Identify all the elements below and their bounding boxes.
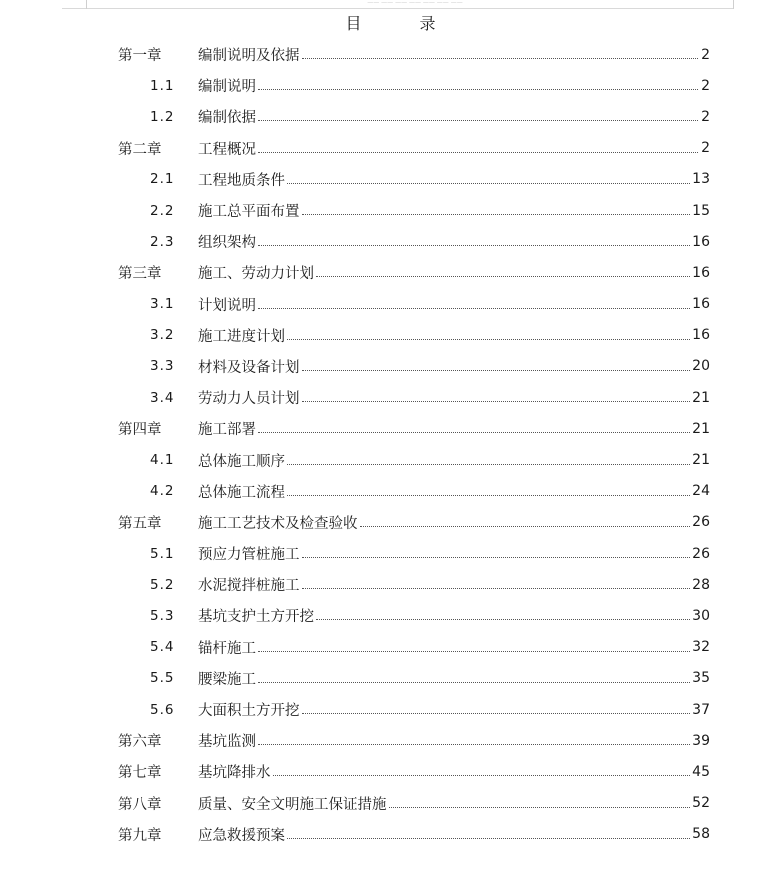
toc-section-entry[interactable] [118, 694, 710, 725]
toc-entry-title: 大面积土方开挖 [198, 703, 300, 720]
toc-entry-title: 施工部署 [198, 422, 256, 439]
toc-dot-leader [258, 682, 690, 683]
toc-section-entry[interactable] [118, 382, 710, 413]
toc-chapter-entry[interactable] [118, 819, 710, 850]
toc-title-part1: 目 [345, 14, 362, 33]
toc-dot-leader [258, 89, 698, 90]
toc-entry-title: 计划说明 [198, 297, 256, 314]
toc-section-entry[interactable] [118, 444, 710, 475]
toc-page-number: 21 [692, 420, 710, 437]
toc-dot-leader [316, 619, 690, 620]
toc-dot-leader [302, 557, 691, 558]
toc-chapter-entry[interactable] [118, 725, 710, 756]
toc-entry-title: 劳动力人员计划 [198, 391, 300, 408]
toc-page-number: 16 [692, 233, 710, 250]
toc-entry-title: 施工工艺技术及检查验收 [198, 515, 358, 532]
toc-page-number: 16 [692, 264, 710, 281]
toc-entry-title: 预应力管桩施工 [198, 547, 300, 564]
toc-entry-title: 总体施工流程 [198, 484, 285, 501]
toc-section-entry[interactable] [118, 600, 710, 631]
toc-dot-leader [302, 401, 691, 402]
toc-section-entry[interactable] [118, 476, 710, 507]
toc-dot-leader [389, 807, 691, 808]
toc-dot-leader [258, 308, 690, 309]
toc-entry-title: 编制依据 [198, 110, 256, 127]
toc-entry-number: 2.1 [150, 171, 175, 188]
page-corner-mark-right [733, 0, 734, 9]
toc-entry-number: 1.1 [150, 77, 175, 94]
toc-entry-title: 工程地质条件 [198, 172, 285, 189]
toc-page-number: 2 [701, 77, 710, 94]
toc-page-number: 15 [692, 202, 710, 219]
toc-entry-number: 3.4 [150, 389, 175, 406]
toc-dot-leader [258, 120, 698, 121]
toc-dot-leader [360, 526, 691, 527]
toc-page-number: 13 [692, 171, 710, 188]
toc-dot-leader [287, 495, 690, 496]
toc-chapter-entry[interactable] [118, 39, 710, 70]
toc-title [0, 13, 781, 35]
toc-section-entry[interactable] [118, 632, 710, 663]
toc-entry-number: 5.6 [150, 701, 175, 718]
toc-dot-leader [287, 339, 690, 340]
toc-section-entry[interactable] [118, 226, 710, 257]
toc-dot-leader [302, 713, 691, 714]
toc-page-number: 35 [692, 670, 710, 687]
toc-entry-title: 组织架构 [198, 235, 256, 252]
toc-entry-title: 编制说明 [198, 79, 256, 96]
toc-entry-number: 第一章 [118, 48, 162, 65]
toc-dot-leader [258, 245, 690, 246]
toc-chapter-entry[interactable] [118, 788, 710, 819]
toc-entry-title: 基坑降排水 [198, 765, 271, 782]
toc-entry-title: 腰梁施工 [198, 671, 256, 688]
toc-page-number: 32 [692, 639, 710, 656]
toc-page-number: 58 [692, 826, 710, 843]
toc-page-number: 24 [692, 483, 710, 500]
toc-dot-leader [287, 464, 690, 465]
toc-chapter-entry[interactable] [118, 133, 710, 164]
toc-section-entry[interactable] [118, 569, 710, 600]
toc-entry-number: 第八章 [118, 796, 162, 813]
toc-page-number: 39 [692, 732, 710, 749]
toc-entry-title: 总体施工顺序 [198, 453, 285, 470]
toc-entry-title: 基坑支护土方开挖 [198, 609, 314, 626]
toc-entry-title: 施工、劳动力计划 [198, 266, 314, 283]
toc-entry-number: 第二章 [118, 141, 162, 158]
toc-entry-number: 2.2 [150, 202, 175, 219]
toc-entry-number: 5.1 [150, 545, 175, 562]
toc-dot-leader [302, 214, 691, 215]
toc-page-number: 45 [692, 763, 710, 780]
toc-entry-number: 3.3 [150, 358, 175, 375]
toc-chapter-entry[interactable] [118, 507, 710, 538]
toc-title-part2: 录 [419, 14, 436, 33]
toc-entry-title: 水泥搅拌桩施工 [198, 578, 300, 595]
toc-page-number: 26 [692, 545, 710, 562]
toc-entry-number: 第七章 [118, 765, 162, 782]
toc-entry-number: 第九章 [118, 827, 162, 844]
toc-section-entry[interactable] [118, 351, 710, 382]
toc-entry-number: 第五章 [118, 515, 162, 532]
toc-dot-leader [258, 651, 690, 652]
toc-page-number: 2 [701, 108, 710, 125]
toc-entry-number: 5.3 [150, 607, 175, 624]
toc-entry-number: 2.3 [150, 233, 175, 250]
toc-entry-number: 第四章 [118, 422, 162, 439]
toc-entry-title: 工程概况 [198, 141, 256, 158]
toc-dot-leader [258, 744, 690, 745]
toc-entry-number: 5.2 [150, 576, 175, 593]
page-header-cropped: —— —— —— —— —— —— —— [367, 0, 463, 5]
toc-dot-leader [258, 152, 698, 153]
toc-entry-number: 第六章 [118, 734, 162, 751]
toc-section-entry[interactable] [118, 70, 710, 101]
toc-page-number: 26 [692, 514, 710, 531]
toc-dot-leader [287, 183, 690, 184]
toc-page-number: 21 [692, 452, 710, 469]
page-top-border [62, 8, 733, 9]
toc-entry-title: 质量、安全文明施工保证措施 [198, 796, 387, 813]
toc-entry-number: 3.2 [150, 327, 175, 344]
toc-entry-number: 4.1 [150, 452, 175, 469]
toc-section-entry[interactable] [118, 195, 710, 226]
toc-entry-title: 施工进度计划 [198, 328, 285, 345]
toc-chapter-entry[interactable] [118, 413, 710, 444]
toc-entry-number: 3.1 [150, 296, 175, 313]
toc-page-number: 30 [692, 607, 710, 624]
toc-entry-title: 锚杆施工 [198, 640, 256, 657]
toc-page-number: 52 [692, 795, 710, 812]
toc-section-entry[interactable] [118, 164, 710, 195]
toc-entry-number: 5.4 [150, 639, 175, 656]
toc-dot-leader [258, 432, 690, 433]
toc-dot-leader [302, 58, 699, 59]
toc-section-entry[interactable] [118, 320, 710, 351]
toc-page-number: 28 [692, 576, 710, 593]
toc-entry-title: 应急救援预案 [198, 827, 285, 844]
table-of-contents [118, 39, 710, 850]
toc-entry-number: 4.2 [150, 483, 175, 500]
toc-entry-title: 编制说明及依据 [198, 48, 300, 65]
toc-dot-leader [287, 838, 690, 839]
page-corner-mark-left [86, 0, 87, 9]
toc-page-number: 2 [701, 46, 710, 63]
toc-dot-leader [273, 775, 691, 776]
toc-entry-title: 施工总平面布置 [198, 204, 300, 221]
toc-page-number: 21 [692, 389, 710, 406]
toc-dot-leader [302, 588, 691, 589]
toc-chapter-entry[interactable] [118, 257, 710, 288]
toc-chapter-entry[interactable] [118, 756, 710, 787]
toc-page-number: 37 [692, 701, 710, 718]
toc-section-entry[interactable] [118, 663, 710, 694]
toc-page-number: 20 [692, 358, 710, 375]
toc-entry-number: 第三章 [118, 266, 162, 283]
toc-page-number: 16 [692, 327, 710, 344]
toc-section-entry[interactable] [118, 101, 710, 132]
toc-dot-leader [302, 370, 691, 371]
toc-entry-title: 基坑监测 [198, 734, 256, 751]
toc-page-number: 2 [701, 140, 710, 157]
toc-page-number: 16 [692, 296, 710, 313]
toc-entry-number: 5.5 [150, 670, 175, 687]
toc-section-entry[interactable] [118, 538, 710, 569]
toc-entry-number: 1.2 [150, 108, 175, 125]
toc-section-entry[interactable] [118, 289, 710, 320]
toc-dot-leader [316, 276, 690, 277]
toc-entry-title: 材料及设备计划 [198, 359, 300, 376]
